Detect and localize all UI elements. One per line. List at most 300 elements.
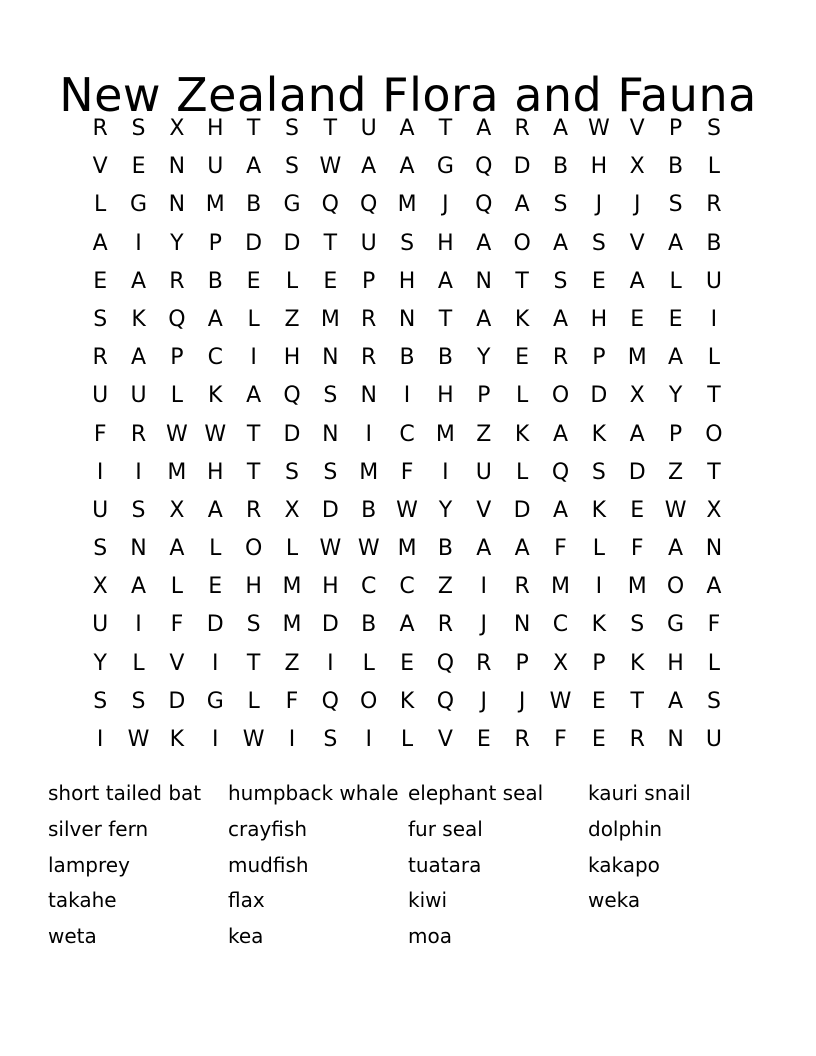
grid-cell[interactable]: C	[399, 574, 415, 600]
grid-cell[interactable]: R	[552, 345, 569, 371]
grid-cell[interactable]: A	[552, 497, 569, 523]
grid-cell[interactable]: L	[132, 650, 145, 676]
grid-cell[interactable]: D	[168, 688, 186, 714]
grid-cell[interactable]: E	[591, 727, 606, 752]
grid-cell[interactable]: I	[403, 383, 411, 409]
grid-cell[interactable]: U	[360, 116, 377, 141]
grid-cell[interactable]: M	[282, 574, 302, 600]
grid-cell[interactable]: B	[399, 345, 415, 371]
grid-cell[interactable]: S	[323, 727, 338, 752]
grid-cell[interactable]: H	[245, 574, 262, 600]
grid-row	[81, 454, 733, 492]
grid-cell[interactable]: F	[170, 612, 184, 638]
grid-cell[interactable]: X	[284, 497, 300, 523]
grid-cell[interactable]: S	[93, 688, 108, 714]
grid-cell[interactable]: H	[283, 345, 301, 371]
grid-cell[interactable]: I	[96, 459, 104, 485]
grid-cell[interactable]: N	[130, 536, 147, 562]
grid-cell[interactable]: Y	[477, 345, 491, 371]
grid-cell[interactable]: A	[399, 116, 415, 141]
grid-cell[interactable]: B	[552, 154, 569, 180]
grid-cell[interactable]: S	[131, 688, 146, 714]
grid-cell[interactable]: W	[166, 421, 188, 447]
grid-cell[interactable]: R	[169, 268, 185, 294]
grid-cell[interactable]: R	[514, 574, 530, 600]
grid-cell[interactable]: E	[515, 345, 530, 371]
grid-cell[interactable]: P	[170, 345, 184, 371]
grid-cell[interactable]: M	[320, 306, 340, 332]
grid-cell[interactable]: E	[591, 688, 606, 714]
grid-cell[interactable]: D	[628, 459, 646, 485]
word-list-item: dolphin	[588, 816, 663, 841]
grid-row	[81, 606, 733, 644]
grid-cell[interactable]: L	[247, 688, 260, 714]
grid-cell[interactable]: S	[131, 497, 146, 523]
grid-cell[interactable]: R	[437, 612, 454, 638]
grid-cell[interactable]: N	[398, 306, 416, 332]
grid-cell[interactable]: N	[168, 192, 186, 218]
grid-cell[interactable]: T	[246, 421, 261, 447]
grid-cell[interactable]: R	[130, 421, 147, 447]
grid-cell[interactable]: K	[131, 306, 146, 332]
grid-cell[interactable]: R	[245, 497, 262, 523]
grid-cell[interactable]: W	[664, 497, 687, 523]
grid-cell[interactable]: L	[707, 650, 721, 676]
grid-cell[interactable]: M	[627, 345, 647, 371]
grid-cell[interactable]: I	[480, 574, 488, 600]
grid-cell[interactable]: P	[668, 421, 683, 447]
grid-cell[interactable]: M	[435, 421, 455, 447]
grid-cell[interactable]: A	[437, 268, 453, 294]
grid-cell[interactable]: U	[360, 230, 377, 256]
grid-cell[interactable]: U	[475, 459, 492, 485]
grid-cell[interactable]: B	[246, 192, 262, 218]
grid-cell[interactable]: A	[476, 116, 492, 141]
grid-cell[interactable]: K	[399, 688, 415, 714]
grid-cell[interactable]: D	[513, 154, 531, 180]
grid-cell[interactable]: Z	[284, 306, 300, 332]
grid-cell[interactable]: C	[361, 574, 377, 600]
grid-cell[interactable]: P	[668, 116, 683, 141]
grid-cell[interactable]: S	[706, 116, 721, 141]
grid-cell[interactable]: A	[668, 345, 684, 371]
grid-cell[interactable]: Z	[476, 421, 492, 447]
grid-cell[interactable]: L	[170, 574, 184, 600]
grid-cell[interactable]: A	[668, 536, 684, 562]
grid-cell[interactable]: L	[285, 268, 299, 294]
grid-cell[interactable]: A	[476, 306, 492, 332]
grid-cell[interactable]: J	[518, 688, 526, 714]
grid-cell[interactable]: J	[480, 688, 488, 714]
grid-row	[81, 645, 733, 683]
grid-cell[interactable]: Q	[168, 306, 186, 332]
grid-cell[interactable]: A	[207, 497, 223, 523]
grid-row	[81, 377, 733, 415]
grid-cell[interactable]: B	[207, 268, 223, 294]
grid-cell[interactable]: I	[595, 574, 603, 600]
grid-cell[interactable]: L	[516, 383, 529, 409]
grid-cell[interactable]: Z	[437, 574, 453, 600]
grid-cell[interactable]: A	[514, 536, 530, 562]
grid-cell[interactable]: S	[668, 192, 683, 218]
grid-cell[interactable]: N	[322, 421, 339, 447]
grid-cell[interactable]: T	[438, 116, 453, 141]
grid-cell[interactable]: S	[93, 536, 108, 562]
grid-cell[interactable]: V	[476, 497, 492, 523]
grid-cell[interactable]: Y	[668, 383, 683, 409]
grid-cell[interactable]: L	[592, 536, 605, 562]
grid-cell[interactable]: Q	[283, 383, 301, 409]
grid-cell[interactable]: T	[707, 383, 721, 409]
grid-cell[interactable]: G	[283, 192, 301, 218]
grid-cell[interactable]: U	[130, 383, 147, 409]
grid-cell[interactable]: T	[246, 459, 261, 485]
grid-cell[interactable]: A	[552, 116, 569, 141]
grid-cell[interactable]: P	[362, 268, 376, 294]
grid-cell[interactable]: H	[437, 230, 454, 256]
grid-cell[interactable]: K	[591, 421, 607, 447]
grid-cell[interactable]: M	[282, 612, 302, 638]
grid-cell[interactable]: L	[209, 536, 222, 562]
grid-cell[interactable]: Q	[475, 154, 493, 180]
grid-cell[interactable]: I	[442, 459, 449, 485]
word-list-item: fur seal	[408, 816, 483, 841]
grid-cell[interactable]: Q	[551, 459, 570, 485]
grid-cell[interactable]: K	[208, 383, 223, 409]
grid-cell[interactable]: T	[246, 116, 261, 141]
grid-cell[interactable]: S	[591, 230, 606, 256]
grid-cell[interactable]: A	[131, 268, 147, 294]
grid-cell[interactable]: P	[515, 650, 529, 676]
grid-cell[interactable]: W	[319, 154, 342, 180]
grid-cell[interactable]: Q	[475, 192, 493, 218]
grid-cell[interactable]: E	[400, 650, 414, 676]
grid-cell[interactable]: E	[668, 306, 683, 332]
grid-cell[interactable]: L	[669, 268, 682, 294]
grid-cell[interactable]: A	[476, 230, 492, 256]
grid-cell[interactable]: Q	[360, 192, 378, 218]
grid-cell[interactable]: S	[706, 688, 721, 714]
grid-cell[interactable]: I	[365, 727, 372, 752]
grid-cell[interactable]: E	[323, 268, 338, 294]
grid-cell[interactable]: D	[590, 383, 608, 409]
grid-cell[interactable]: I	[212, 650, 219, 676]
grid-cell[interactable]: A	[131, 345, 147, 371]
grid-cell[interactable]: I	[250, 345, 257, 371]
grid-cell[interactable]: R	[706, 192, 722, 218]
grid-cell[interactable]: F	[93, 421, 107, 447]
grid-cell[interactable]: K	[514, 306, 530, 332]
grid-cell[interactable]: E	[630, 306, 645, 332]
grid-cell[interactable]: A	[476, 536, 492, 562]
grid-cell[interactable]: A	[246, 383, 262, 409]
grid-cell[interactable]: D	[283, 421, 301, 447]
grid-cell[interactable]: I	[135, 459, 142, 485]
grid-cell[interactable]: R	[514, 727, 530, 752]
grid-cell[interactable]: B	[437, 536, 453, 562]
grid-cell[interactable]: A	[668, 230, 684, 256]
grid-cell[interactable]: A	[552, 230, 569, 256]
grid-cell[interactable]: T	[323, 230, 338, 256]
grid-cell[interactable]: E	[630, 497, 645, 523]
grid-cell[interactable]: O	[513, 230, 531, 256]
grid-cell[interactable]: N	[513, 612, 531, 638]
grid-cell[interactable]: T	[630, 688, 644, 714]
grid-cell[interactable]: F	[285, 688, 299, 714]
grid-cell[interactable]: H	[590, 154, 608, 180]
grid-cell[interactable]: P	[592, 345, 606, 371]
grid-cell[interactable]: A	[668, 688, 684, 714]
grid-cell[interactable]: U	[92, 612, 109, 638]
grid-cell[interactable]: A	[552, 306, 569, 332]
grid-cell[interactable]: D	[513, 497, 531, 523]
grid-row	[81, 301, 733, 339]
grid-cell[interactable]: A	[399, 612, 415, 638]
grid-cell[interactable]: Y	[170, 230, 184, 256]
grid-cell[interactable]: X	[552, 650, 569, 676]
grid-cell[interactable]: A	[706, 574, 722, 600]
grid-cell[interactable]: G	[667, 612, 685, 638]
grid-cell[interactable]: A	[169, 536, 185, 562]
grid-cell[interactable]: K	[591, 612, 607, 638]
grid-cell[interactable]: A	[552, 421, 569, 447]
grid-cell[interactable]: I	[135, 230, 142, 256]
grid-cell[interactable]: Q	[321, 688, 339, 714]
grid-cell[interactable]: T	[246, 650, 261, 676]
grid-cell[interactable]: E	[476, 727, 491, 752]
grid-cell[interactable]: X	[706, 497, 722, 523]
grid-cell[interactable]: N	[360, 383, 377, 409]
grid-cell[interactable]: J	[633, 192, 641, 218]
word-list-item: kea	[228, 924, 264, 949]
grid-cell[interactable]: X	[629, 383, 645, 409]
grid-cell[interactable]: W	[319, 536, 342, 562]
grid-cell[interactable]: V	[629, 116, 645, 141]
grid-cell[interactable]: V	[437, 727, 453, 752]
grid-cell[interactable]: A	[131, 574, 147, 600]
grid-cell[interactable]: U	[705, 268, 722, 294]
grid-cell[interactable]: Y	[93, 650, 107, 676]
grid-cell[interactable]: L	[285, 536, 299, 562]
grid-cell[interactable]: D	[321, 497, 339, 523]
grid-cell[interactable]: W	[204, 421, 227, 447]
grid-cell[interactable]: I	[212, 727, 219, 752]
grid-cell[interactable]: W	[127, 727, 150, 752]
grid-cell[interactable]: U	[92, 497, 109, 523]
grid-cell[interactable]: O	[244, 536, 263, 562]
grid-cell[interactable]: O	[705, 421, 723, 447]
grid-cell[interactable]: R	[92, 116, 108, 141]
grid-cell[interactable]: L	[94, 192, 107, 218]
grid-cell[interactable]: C	[552, 612, 569, 638]
grid-cell[interactable]: R	[514, 116, 530, 141]
grid-cell[interactable]: U	[207, 154, 224, 180]
grid-cell[interactable]: M	[359, 459, 379, 485]
grid-cell[interactable]: X	[92, 574, 108, 600]
grid-cell[interactable]: M	[397, 536, 417, 562]
grid-cell[interactable]: S	[400, 230, 415, 256]
grid-cell[interactable]: H	[437, 383, 454, 409]
grid-cell[interactable]: D	[206, 612, 224, 638]
grid-cell[interactable]: Z	[284, 650, 300, 676]
grid-cell[interactable]: S	[553, 268, 568, 294]
grid-cell[interactable]: H	[590, 306, 608, 332]
grid-cell[interactable]: O	[551, 383, 570, 409]
grid-cell[interactable]: I	[135, 612, 142, 638]
grid-cell[interactable]: T	[707, 459, 721, 485]
grid-cell[interactable]: B	[668, 154, 684, 180]
grid-cell[interactable]: W	[357, 536, 380, 562]
grid-cell[interactable]: G	[130, 192, 148, 218]
grid-cell[interactable]: P	[208, 230, 222, 256]
grid-cell[interactable]: N	[705, 536, 723, 562]
grid-cell[interactable]: B	[361, 497, 377, 523]
grid-cell[interactable]: S	[131, 116, 146, 141]
grid-cell[interactable]: O	[666, 574, 685, 600]
grid-cell[interactable]: N	[475, 268, 492, 294]
grid-cell[interactable]: R	[361, 306, 377, 332]
grid-cell[interactable]: A	[629, 421, 645, 447]
grid-cell[interactable]: K	[629, 650, 645, 676]
grid-cell[interactable]: Q	[436, 688, 455, 714]
grid-cell[interactable]: L	[170, 383, 184, 409]
grid-cell[interactable]: S	[246, 612, 261, 638]
grid-cell[interactable]: U	[92, 383, 109, 409]
grid-cell[interactable]: P	[477, 383, 491, 409]
grid-cell[interactable]: R	[629, 727, 645, 752]
grid-cell[interactable]: X	[169, 497, 185, 523]
grid-cell[interactable]: V	[169, 650, 185, 676]
grid-cell[interactable]: K	[514, 421, 530, 447]
grid-cell[interactable]: M	[205, 192, 225, 218]
grid-cell[interactable]: J	[442, 192, 449, 218]
grid-cell[interactable]: K	[591, 497, 607, 523]
grid-cell[interactable]: W	[396, 497, 418, 523]
grid-cell[interactable]: I	[365, 421, 372, 447]
grid-cell[interactable]: S	[284, 116, 299, 141]
grid-cell[interactable]: H	[206, 116, 224, 141]
grid-cell[interactable]: I	[96, 727, 104, 752]
grid-cell[interactable]: X	[169, 116, 185, 141]
grid-cell[interactable]: N	[667, 727, 684, 752]
grid-cell[interactable]: I	[327, 650, 334, 676]
grid-cell[interactable]: L	[516, 459, 529, 485]
grid-cell[interactable]: A	[399, 154, 415, 180]
grid-cell[interactable]: S	[323, 459, 338, 485]
grid-cell[interactable]: J	[480, 612, 488, 638]
grid-cell[interactable]: S	[284, 459, 299, 485]
grid-cell[interactable]: A	[92, 230, 108, 256]
grid-cell[interactable]: N	[322, 345, 339, 371]
grid-cell[interactable]: D	[283, 230, 301, 256]
grid-cell[interactable]: E	[131, 154, 146, 180]
grid-cell[interactable]: V	[629, 230, 645, 256]
grid-cell[interactable]: U	[705, 727, 722, 752]
grid-cell[interactable]: V	[92, 154, 108, 180]
grid-cell[interactable]: F	[554, 727, 567, 752]
grid-cell[interactable]: J	[595, 192, 603, 218]
grid-cell[interactable]: S	[591, 459, 606, 485]
grid-cell[interactable]: F	[707, 612, 721, 638]
grid-cell[interactable]: S	[553, 192, 568, 218]
grid-cell[interactable]: R	[476, 650, 492, 676]
word-list-item: weta	[48, 924, 97, 949]
grid-cell[interactable]: X	[629, 154, 645, 180]
grid-cell[interactable]: Q	[321, 192, 339, 218]
grid-cell[interactable]: S	[323, 383, 338, 409]
grid-cell[interactable]: A	[246, 154, 262, 180]
grid-cell[interactable]: Y	[438, 497, 453, 523]
grid-cell[interactable]: L	[362, 650, 375, 676]
grid-cell[interactable]: E	[208, 574, 223, 600]
grid-cell[interactable]: T	[323, 116, 338, 141]
grid-cell[interactable]: I	[710, 306, 718, 332]
grid-cell[interactable]: W	[587, 116, 610, 141]
grid-cell[interactable]: F	[400, 459, 414, 485]
grid-cell[interactable]: L	[247, 306, 260, 332]
grid-cell[interactable]: T	[438, 306, 453, 332]
grid-cell[interactable]: G	[436, 154, 454, 180]
grid-cell[interactable]: A	[361, 154, 377, 180]
grid-cell[interactable]: W	[242, 727, 265, 752]
grid-cell[interactable]: M	[627, 574, 647, 600]
grid-cell[interactable]: I	[288, 727, 296, 752]
grid-cell[interactable]: C	[399, 421, 415, 447]
grid-cell[interactable]: B	[437, 345, 453, 371]
grid-cell[interactable]: B	[706, 230, 722, 256]
grid-cell[interactable]: M	[167, 459, 187, 485]
grid-cell[interactable]: H	[667, 650, 684, 676]
grid-cell[interactable]: T	[515, 268, 529, 294]
grid-cell[interactable]: E	[246, 268, 261, 294]
grid-cell[interactable]: P	[592, 650, 606, 676]
grid-cell[interactable]: S	[284, 154, 299, 180]
word-list-item: weka	[588, 888, 641, 913]
grid-cell[interactable]: F	[554, 536, 567, 562]
grid-cell[interactable]: A	[207, 306, 223, 332]
grid-cell[interactable]: L	[707, 154, 721, 180]
grid-cell[interactable]: F	[630, 536, 644, 562]
grid-cell[interactable]: C	[207, 345, 223, 371]
grid-cell[interactable]: Q	[436, 650, 455, 676]
grid-cell[interactable]: M	[397, 192, 417, 218]
grid-cell[interactable]: L	[400, 727, 414, 752]
grid-cell[interactable]: H	[206, 459, 224, 485]
grid-cell[interactable]: G	[206, 688, 224, 714]
grid-cell[interactable]: W	[549, 688, 572, 714]
grid-cell[interactable]: O	[360, 688, 378, 714]
grid-cell[interactable]: H	[398, 268, 416, 294]
grid-cell[interactable]: N	[168, 154, 186, 180]
grid-cell[interactable]: L	[707, 345, 721, 371]
grid-cell[interactable]: D	[245, 230, 263, 256]
grid-cell[interactable]: R	[361, 345, 377, 371]
grid-cell[interactable]: D	[321, 612, 339, 638]
grid-cell[interactable]: B	[361, 612, 377, 638]
grid-cell[interactable]: S	[93, 306, 108, 332]
grid-cell[interactable]: S	[630, 612, 645, 638]
grid-cell[interactable]: A	[629, 268, 645, 294]
grid-cell[interactable]: Z	[668, 459, 684, 485]
grid-cell[interactable]: R	[92, 345, 108, 371]
grid-cell[interactable]: E	[591, 268, 606, 294]
grid-cell[interactable]: E	[93, 268, 108, 294]
grid-cell[interactable]: H	[322, 574, 339, 600]
word-list-item: tuatara	[408, 852, 482, 877]
grid-cell[interactable]: K	[169, 727, 185, 752]
grid-cell[interactable]: M	[551, 574, 570, 600]
grid-cell[interactable]: A	[514, 192, 530, 218]
